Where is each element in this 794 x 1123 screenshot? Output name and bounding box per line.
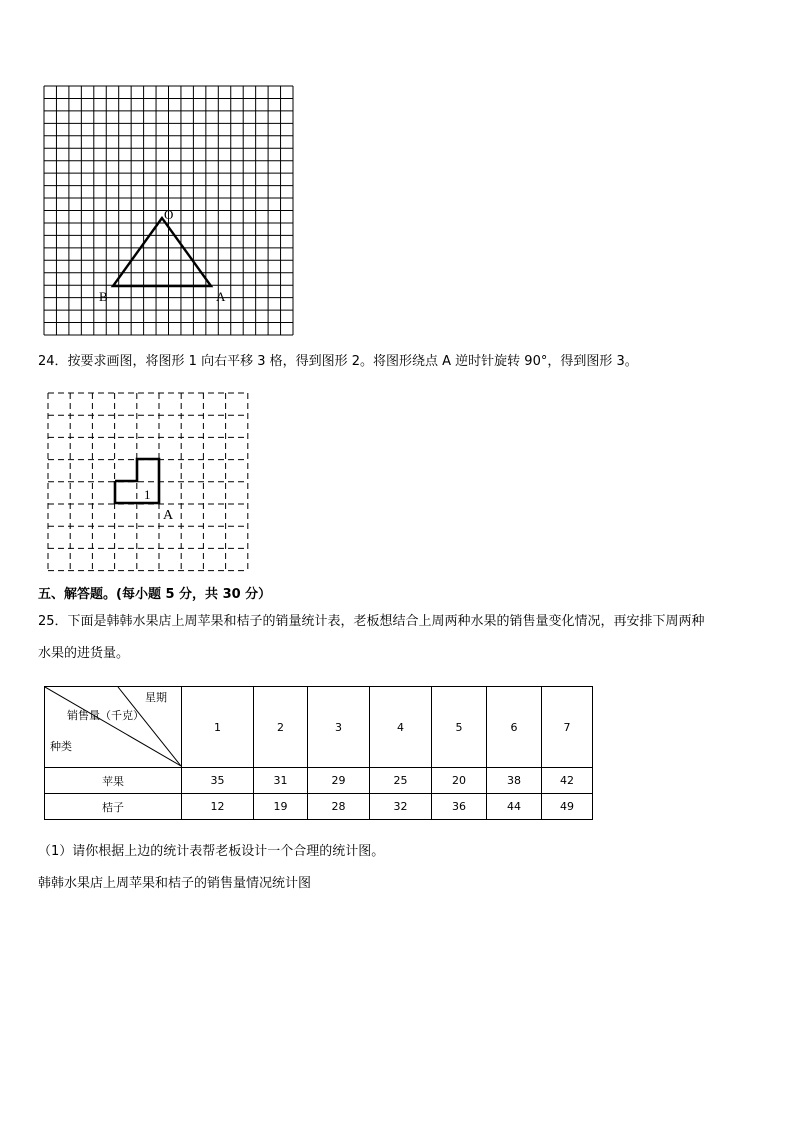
label-a: A: [216, 289, 226, 304]
point-a-label: A: [163, 508, 174, 523]
table-corner-cell: [45, 687, 182, 768]
row-label-apple: 苹果: [45, 768, 182, 794]
sales-table: [44, 686, 593, 820]
orange-day-5: 36: [432, 794, 487, 820]
triangle-grid-figure: [40, 82, 300, 340]
orange-day-4: 32: [370, 794, 432, 820]
apple-day-6: 38: [487, 768, 542, 794]
table-header-row: [45, 687, 593, 768]
triangle-obа: [113, 218, 211, 286]
orange-day-6: 44: [487, 794, 542, 820]
day-header-4: 4: [370, 687, 432, 768]
shape-1-label: 1: [144, 487, 151, 502]
apple-day-2: 31: [254, 768, 308, 794]
section-5-heading: 五、解答题。(每小题 5 分，共 30 分）: [38, 587, 272, 602]
corner-label-type: 种类: [50, 740, 72, 753]
orange-day-7: 49: [542, 794, 593, 820]
apple-day-4: 25: [370, 768, 432, 794]
label-o: O: [164, 207, 174, 222]
orange-day-2: 19: [254, 794, 308, 820]
orange-day-1: 12: [182, 794, 254, 820]
day-header-3: 3: [308, 687, 370, 768]
label-b: B: [99, 289, 108, 304]
table-row-apple: [45, 768, 593, 794]
apple-day-5: 20: [432, 768, 487, 794]
day-header-7: 7: [542, 687, 593, 768]
apple-day-1: 35: [182, 768, 254, 794]
row-label-orange: 桔子: [45, 794, 182, 820]
question-25-line-1: 25．下面是韩韩水果店上周苹果和桔子的销量统计表，老板想结合上周两种水果的销售量变化情况，再安排下周两种: [38, 614, 705, 629]
corner-label-sales: 销售量（千克）: [67, 709, 144, 722]
question-25-line-2: 水果的进货量。: [38, 646, 130, 661]
apple-day-7: 42: [542, 768, 593, 794]
chart-title-prompt: 韩韩水果店上周苹果和桔子的销售量情况统计图: [38, 876, 312, 891]
day-header-5: 5: [432, 687, 487, 768]
question-24: 24．按要求画图，将图形 1 向右平移 3 格，得到图形 2。将图形绕点 A 逆时针旋转 90°，得到图形 3。: [38, 354, 638, 369]
corner-label-weekday: 星期: [145, 691, 167, 704]
day-header-2: 2: [254, 687, 308, 768]
apple-day-3: 29: [308, 768, 370, 794]
table-row-orange: [45, 794, 593, 820]
day-header-6: 6: [487, 687, 542, 768]
day-header-1: 1: [182, 687, 254, 768]
dashed-grid: [48, 393, 248, 571]
orange-day-3: 28: [308, 794, 370, 820]
question-25-part-1: （1）请你根据上边的统计表帮老板设计一个合理的统计图。: [38, 844, 385, 859]
dashed-grid-figure: [45, 390, 255, 574]
